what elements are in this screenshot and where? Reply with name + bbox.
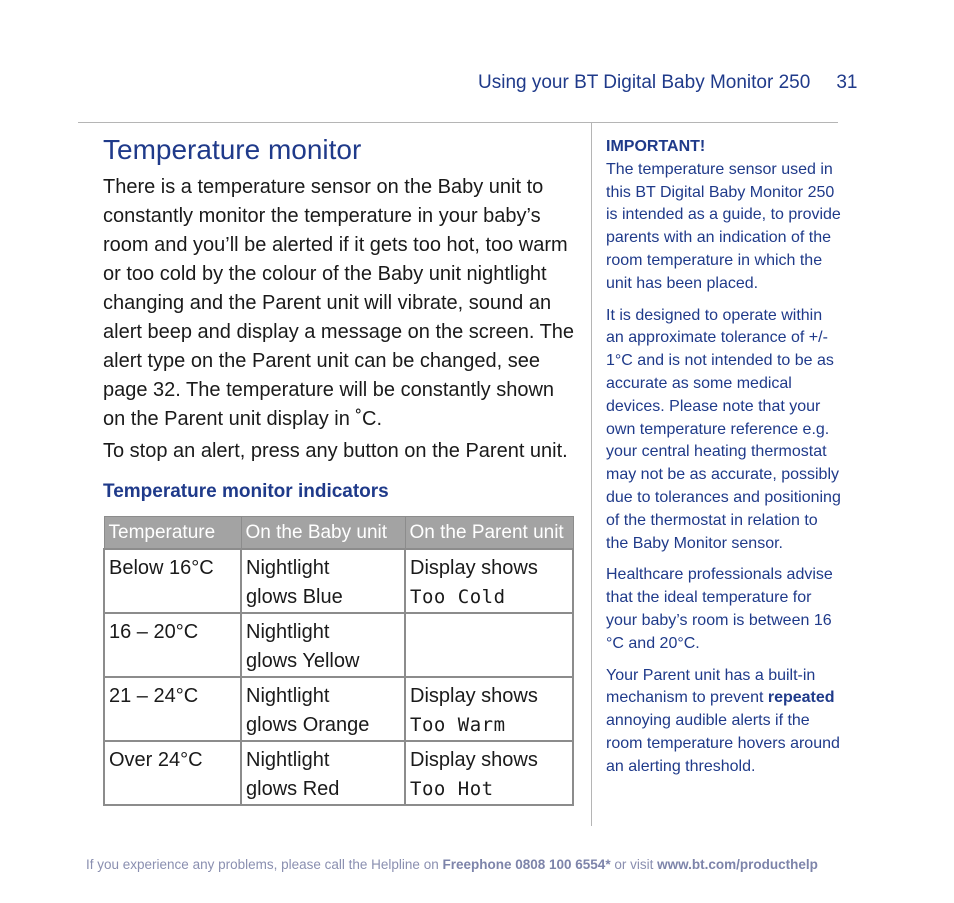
parent-line-1: Display shows bbox=[410, 557, 538, 579]
stop-alert-paragraph: To stop an alert, press any button on the Parent unit. bbox=[103, 440, 568, 462]
running-header bbox=[478, 72, 857, 94]
table-row bbox=[104, 549, 573, 613]
baby-cell bbox=[241, 741, 405, 805]
baby-line-1: Nightlight bbox=[246, 685, 330, 707]
baby-line-1: Nightlight bbox=[246, 621, 330, 643]
temp-cell: Over 24°C bbox=[104, 741, 241, 805]
sidebar-paragraph-3: Healthcare professionals advise that the ideal temperature for your baby’s room is between 16 °C and 20°C. bbox=[606, 566, 833, 652]
page-title: Temperature monitor bbox=[103, 134, 362, 165]
baby-line-2: glows Orange bbox=[246, 714, 370, 736]
temp-cell: 16 – 20°C bbox=[104, 613, 241, 677]
parent-cell bbox=[405, 613, 573, 677]
parent-line-1: Display shows bbox=[410, 749, 538, 771]
important-heading: IMPORTANT! bbox=[606, 138, 706, 155]
footer-url[interactable]: www.bt.com/producthelp bbox=[657, 857, 818, 872]
footer-phone: Freephone 0808 100 6554* bbox=[442, 857, 611, 872]
indicators-table bbox=[103, 516, 574, 806]
sidebar-paragraph-2: It is designed to operate within an approximate tolerance of +/- 1°C and is not intended to be as accurate as some medical devices. Please note that your own temperature reference e.g. your central heating thermostat may not be as accurate, possibly due to tolerances and positioning of the thermostat in relation to the Baby Monitor sensor. bbox=[606, 306, 841, 552]
header-temperature: Temperature bbox=[104, 517, 241, 550]
sidebar-paragraph-4 bbox=[606, 665, 842, 779]
footer-text-middle: or visit bbox=[610, 857, 658, 872]
baby-line-1: Nightlight bbox=[246, 557, 330, 579]
parent-cell bbox=[405, 677, 573, 741]
section-subtitle: Temperature monitor indicators bbox=[103, 481, 389, 502]
lcd-message: Too Hot bbox=[410, 778, 494, 800]
intro-paragraph: There is a temperature sensor on the Baby unit to constantly monitor the temperature in your baby’s room and you’ll be alerted if it gets too hot, too warm or too cold by the colour of the Baby unit nightlight changing and the Parent unit will vibrate, sound an alert beep and display a message on the screen. The alert type on the Parent unit can be changed, see page 32. The temperature will be constantly shown on the Parent unit display in ˚C. bbox=[103, 176, 575, 430]
header-parent-unit: On the Parent unit bbox=[405, 517, 573, 550]
baby-line-2: glows Blue bbox=[246, 586, 343, 608]
column-divider bbox=[591, 122, 592, 826]
temp-cell: Below 16°C bbox=[104, 549, 241, 613]
footer-text-before: If you experience any problems, please call the Helpline on bbox=[86, 857, 443, 872]
parent-cell bbox=[405, 549, 573, 613]
baby-cell bbox=[241, 613, 405, 677]
important-sidebar bbox=[606, 136, 842, 788]
p4-bold-word: repeated bbox=[767, 689, 835, 707]
table-row bbox=[104, 741, 573, 805]
parent-cell bbox=[405, 741, 573, 805]
baby-line-2: glows Yellow bbox=[246, 650, 360, 672]
baby-cell bbox=[241, 549, 405, 613]
temp-cell: 21 – 24°C bbox=[104, 677, 241, 741]
p4-text-after: annoying audible alerts if the room temperature hovers around an alerting threshold. bbox=[606, 712, 840, 775]
page-number: 31 bbox=[836, 72, 858, 93]
lcd-message: Too Warm bbox=[410, 714, 506, 736]
table-row bbox=[104, 677, 573, 741]
baby-cell bbox=[241, 677, 405, 741]
sidebar-paragraph-1: The temperature sensor used in this BT Digital Baby Monitor 250 is intended as a guide, to provide parents with an indication of the room temperature in which the unit has been placed. bbox=[606, 160, 841, 292]
p4-text-before: Your Parent unit has a built-in mechanism to prevent bbox=[606, 666, 816, 707]
header-baby-unit: On the Baby unit bbox=[241, 517, 405, 550]
baby-line-2: glows Red bbox=[246, 778, 340, 800]
table-header-row bbox=[104, 517, 573, 550]
lcd-message: Too Cold bbox=[410, 586, 506, 608]
table-row bbox=[104, 613, 573, 677]
top-rule bbox=[78, 122, 838, 123]
running-title: Using your BT Digital Baby Monitor 250 bbox=[478, 72, 811, 93]
baby-line-1: Nightlight bbox=[246, 749, 330, 771]
footer-helpline bbox=[86, 857, 818, 872]
parent-line-1: Display shows bbox=[410, 685, 538, 707]
